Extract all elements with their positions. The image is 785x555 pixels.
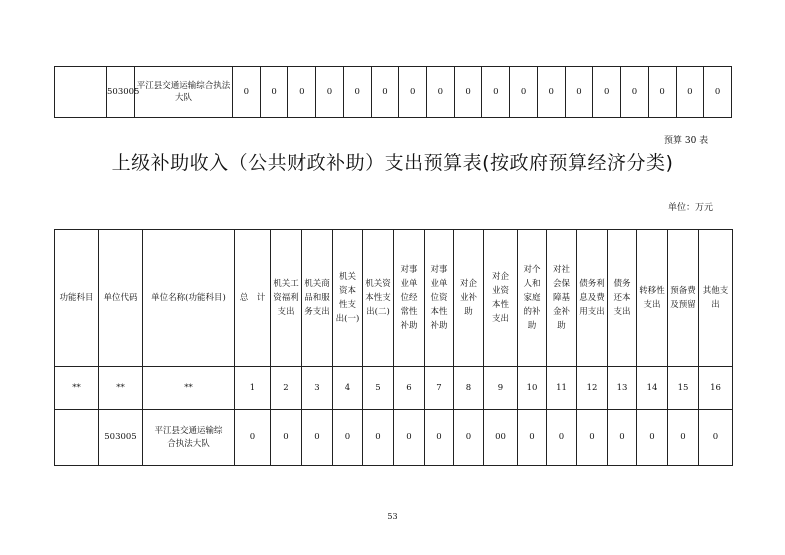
value-cell: 0 — [233, 67, 261, 118]
table-row — [55, 67, 732, 118]
value-cell: 0 — [577, 410, 608, 466]
index-cell: 3 — [302, 367, 333, 410]
table-row — [55, 410, 733, 466]
index-cell: 10 — [518, 367, 547, 410]
header-cell: 功能科目 — [55, 230, 99, 367]
page-number: 53 — [387, 512, 398, 521]
unit-code-cell: 503005 — [99, 410, 143, 466]
index-cell: 14 — [637, 367, 668, 410]
value-cell: 0 — [704, 67, 732, 118]
function-subject-cell — [55, 410, 99, 466]
index-cell: 16 — [699, 367, 733, 410]
value-cell: 0 — [363, 410, 394, 466]
header-cell: 对企业资本性支出 — [484, 230, 518, 367]
value-cell: 0 — [454, 67, 482, 118]
value-cell: 0 — [302, 410, 333, 466]
index-cell: 11 — [547, 367, 577, 410]
table-cell-empty — [55, 67, 107, 118]
index-cell: 6 — [394, 367, 425, 410]
index-cell: 4 — [333, 367, 363, 410]
value-cell: 0 — [547, 410, 577, 466]
value-cell: 0 — [343, 67, 371, 118]
value-cell: 0 — [518, 410, 547, 466]
index-cell: ** — [55, 367, 99, 410]
index-cell: 15 — [668, 367, 699, 410]
value-cell: 0 — [648, 67, 676, 118]
value-cell: 0 — [676, 67, 704, 118]
value-cell: 0 — [235, 410, 271, 466]
index-cell: 1 — [235, 367, 271, 410]
header-cell: 机关商品和服务支出 — [302, 230, 333, 367]
value-cell: 0 — [427, 67, 455, 118]
unit-name-cell: 平江县交通运输综合执法大队 — [135, 67, 233, 118]
header-cell: 总 计 — [235, 230, 271, 367]
previous-table-continuation — [54, 66, 732, 118]
index-row — [55, 367, 733, 410]
header-cell: 对个人和家庭的补助 — [518, 230, 547, 367]
header-cell: 预备费及预留 — [668, 230, 699, 367]
header-row — [55, 230, 733, 367]
value-cell: 0 — [482, 67, 510, 118]
budget-table — [54, 229, 733, 466]
budget-table-number: 预算 30 表 — [664, 136, 709, 146]
header-cell: 机关工资福利支出 — [271, 230, 302, 367]
header-cell: 对企业补助 — [454, 230, 484, 367]
page-title: 上级补助收入（公共财政补助）支出预算表(按政府预算经济分类) — [111, 152, 674, 174]
value-cell: 0 — [510, 67, 538, 118]
header-cell: 单位代码 — [99, 230, 143, 367]
index-cell: 13 — [608, 367, 637, 410]
index-cell: 12 — [577, 367, 608, 410]
header-cell: 对社会保障基金补助 — [547, 230, 577, 367]
unit-label: 单位：万元 — [668, 203, 714, 213]
header-cell: 其他支出 — [699, 230, 733, 367]
value-cell: 0 — [399, 67, 427, 118]
header-cell: 债务利息及费用支出 — [577, 230, 608, 367]
header-cell: 机关资本性支出(二) — [363, 230, 394, 367]
index-cell: 8 — [454, 367, 484, 410]
index-cell: 7 — [425, 367, 454, 410]
header-cell: 转移性支出 — [637, 230, 668, 367]
value-cell: 0 — [637, 410, 668, 466]
value-cell: 00 — [484, 410, 518, 466]
index-cell: ** — [99, 367, 143, 410]
header-cell: 机关资本性支出(一) — [333, 230, 363, 367]
index-cell: ** — [143, 367, 235, 410]
value-cell: 0 — [565, 67, 593, 118]
value-cell: 0 — [593, 67, 621, 118]
index-cell: 9 — [484, 367, 518, 410]
value-cell: 0 — [371, 67, 399, 118]
value-cell: 0 — [537, 67, 565, 118]
index-cell: 2 — [271, 367, 302, 410]
value-cell: 0 — [288, 67, 316, 118]
value-cell: 0 — [260, 67, 288, 118]
value-cell: 0 — [316, 67, 344, 118]
value-cell: 0 — [668, 410, 699, 466]
value-cell: 0 — [608, 410, 637, 466]
value-cell: 0 — [394, 410, 425, 466]
value-cell: 0 — [333, 410, 363, 466]
value-cell: 0 — [621, 67, 649, 118]
header-cell: 对事业单位资本性补助 — [425, 230, 454, 367]
header-cell: 单位名称(功能科目) — [143, 230, 235, 367]
index-cell: 5 — [363, 367, 394, 410]
value-cell: 0 — [699, 410, 733, 466]
value-cell: 0 — [271, 410, 302, 466]
value-cell: 0 — [425, 410, 454, 466]
unit-name-cell: 平江县交通运输综合执法大队 — [143, 410, 235, 466]
header-cell: 债务还本支出 — [608, 230, 637, 367]
value-cell: 0 — [454, 410, 484, 466]
header-cell: 对事业单位经常性补助 — [394, 230, 425, 367]
unit-code-cell: 503005 — [107, 67, 135, 118]
